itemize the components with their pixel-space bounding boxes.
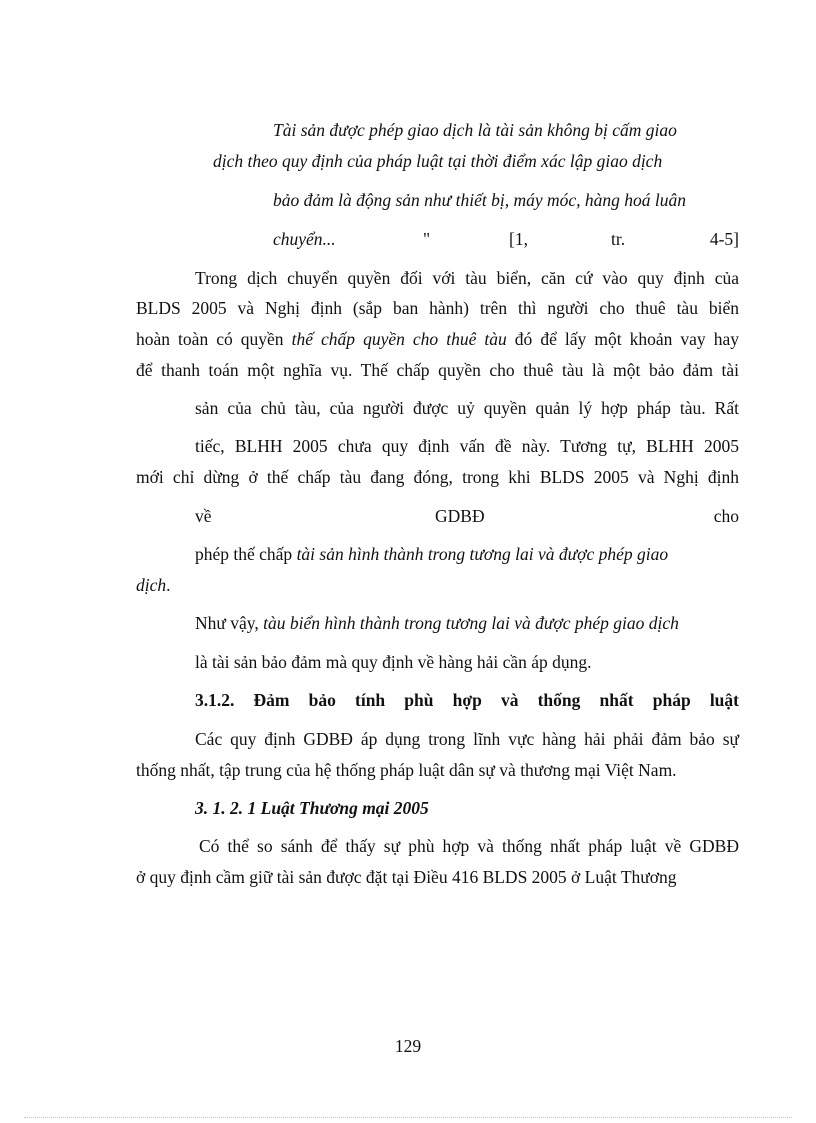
para1-line-2: BLDS 2005 và Nghị định (sắp ban hành) trên thì người cho thuê tàu biển [136,298,739,318]
citation-ref-1: [1, [509,229,528,249]
para1-line-8-word-1: về [195,506,212,526]
para1-line-4: để thanh toán một nghĩa vụ. Thế chấp quyền cho thuê tàu là một bảo đảm tài [136,360,739,380]
para1-line-7: mới chỉ dừng ở thế chấp tàu đang đóng, trong khi BLDS 2005 và Nghị định [136,467,739,487]
para3-line-2: thống nhất, tập trung của hệ thống pháp luật dân sự và thương mại Việt Nam. [136,760,677,780]
para1-line-6: tiếc, BLHH 2005 chưa quy định vấn đề này. Tương tự, BLHH 2005 [195,436,739,456]
para1-line-10-italic: dịch [136,575,167,595]
para4-line-2: ở quy định cầm giữ tài sản được đặt tại Điều 416 BLDS 2005 ở Luật Thương [136,867,677,887]
para1-line-3-italic: thế chấp quyền cho thuê tàu [291,329,507,349]
para2-line-2: là tài sản bảo đảm mà quy định về hàng hải cần áp dụng. [195,652,592,672]
citation-ref-3: 4-5] [709,229,739,249]
quote-mark: " [423,229,431,249]
quote-line-1: Tài sản được phép giao dịch là tài sản không bị cấm giao [273,120,677,140]
para4-line-1: Có thể so sánh để thấy sự phù hợp và thống nhất pháp luật về GDBĐ [199,836,739,856]
para1-line-9-text: phép thế chấp [195,544,297,564]
page-number: 129 [394,1036,422,1056]
para2-line-1-italic: tàu biển hình thành trong tương lai và được phép giao dịch [263,613,679,633]
para1-line-3-text-b: đó để lấy một khoản vay hay [506,329,739,349]
para1-line-8-word-2: GDBĐ [435,506,485,526]
para1-line-8 [195,505,739,527]
para1-line-9-italic: tài sản hình thành trong tương lai và được phép giao [296,544,669,564]
para1-line-5: sản của chủ tàu, của người được uỷ quyền quản lý hợp pháp tàu. Rất [195,398,739,418]
citation-ref-2: tr. [611,229,626,249]
para2-line-1 [195,612,679,634]
quote-line-3: bảo đảm là động sản như thiết bị, máy móc, hàng hoá luân [273,190,686,210]
subsection-heading: 3. 1. 2. 1 Luật Thương mại 2005 [195,798,429,818]
para1-line-3-text-a: hoàn toàn có quyền [136,329,292,349]
para1-line-9 [195,543,668,565]
para1-line-10-text: . [166,575,171,595]
para1-line-10 [136,574,171,596]
para1-line-3 [136,328,739,350]
quote-line-2: dịch theo quy định của pháp luật tại thời điểm xác lập giao dịch [213,151,663,171]
para2-line-1-text: Như vậy, [195,613,264,633]
para3-line-1: Các quy định GDBĐ áp dụng trong lĩnh vực hàng hải phải đảm bảo sự [195,729,739,749]
page-bottom-divider [24,1117,792,1118]
para1-line-8-word-3: cho [713,506,739,526]
para1-line-1: Trong dịch chuyển quyền đối với tàu biển, căn cứ vào quy định của [195,268,739,288]
section-heading: 3.1.2. Đảm bảo tính phù hợp và thống nhất pháp luật [195,690,739,710]
quote-word: chuyển... [273,229,336,249]
